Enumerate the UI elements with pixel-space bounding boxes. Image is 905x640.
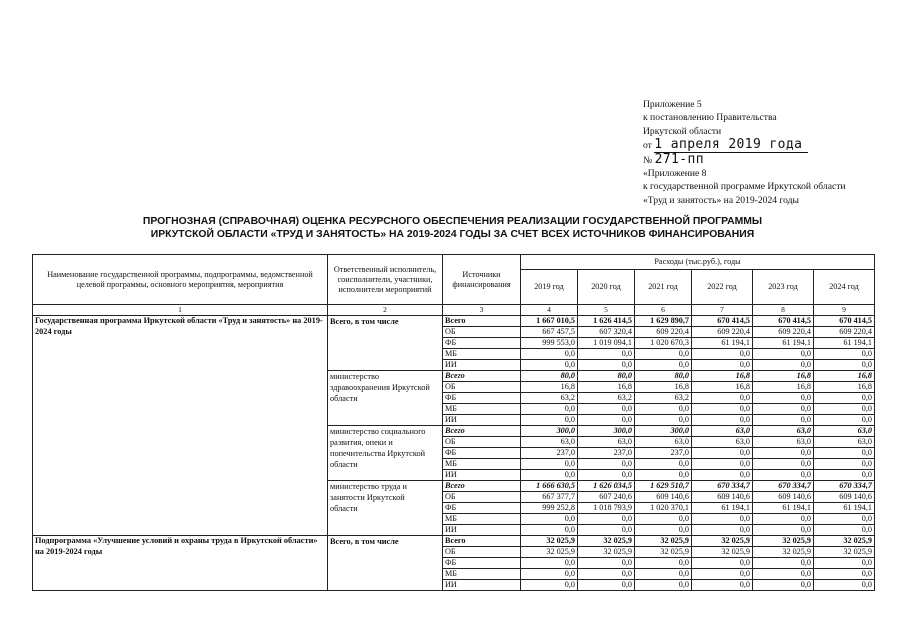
value-cell: 0,0 <box>814 360 875 371</box>
value-cell: 667 377,7 <box>521 492 578 503</box>
value-cell: 0,0 <box>578 470 635 481</box>
executor-cell <box>328 426 443 481</box>
value-cell: 0,0 <box>635 349 692 360</box>
subprogram-name: Подпрограмма «Улучшение условий и охраны труда в Иркутской области» на 2019-2024 годы <box>33 536 328 591</box>
annex-number-prefix: № <box>643 154 653 166</box>
value-cell: 1 626 414,5 <box>578 316 635 327</box>
value-cell: 63,0 <box>753 426 814 437</box>
value-cell: 61 194,1 <box>692 338 753 349</box>
header-executor: Ответственный исполнитель, соисполнители, участники, исполнители мероприятий <box>328 255 443 305</box>
document-title <box>0 215 905 241</box>
value-cell: 16,8 <box>753 371 814 382</box>
value-cell: 0,0 <box>521 569 578 580</box>
executor-line: области <box>330 394 358 403</box>
value-cell: 63,0 <box>814 437 875 448</box>
value-cell: 999 252,8 <box>521 503 578 514</box>
value-cell: 670 334,7 <box>753 481 814 492</box>
value-cell: 670 334,7 <box>814 481 875 492</box>
header-expenses: Расходы (тыс.руб.), годы <box>521 255 875 270</box>
value-cell: 670 414,5 <box>753 316 814 327</box>
value-cell: 0,0 <box>521 415 578 426</box>
value-cell: 0,0 <box>692 558 753 569</box>
value-cell: 0,0 <box>521 558 578 569</box>
value-cell: 16,8 <box>635 382 692 393</box>
value-cell: 32 025,9 <box>521 547 578 558</box>
value-cell: 0,0 <box>814 569 875 580</box>
value-cell: 16,8 <box>814 371 875 382</box>
value-cell: 0,0 <box>521 404 578 415</box>
executor-line: министерство <box>330 372 380 381</box>
annex-line: к постановлению Правительства <box>643 112 777 124</box>
source-cell: ИИ <box>443 470 521 481</box>
value-cell: 16,8 <box>814 382 875 393</box>
source-cell: Всего <box>443 426 521 437</box>
value-cell: 0,0 <box>635 569 692 580</box>
value-cell: 0,0 <box>814 404 875 415</box>
value-cell: 63,0 <box>521 437 578 448</box>
value-cell: 1 019 094,1 <box>578 338 635 349</box>
source-cell: Всего <box>443 316 521 327</box>
value-cell: 80,0 <box>521 371 578 382</box>
value-cell: 32 025,9 <box>814 536 875 547</box>
source-cell: ОБ <box>443 327 521 338</box>
value-cell: 0,0 <box>635 360 692 371</box>
value-cell: 670 334,7 <box>692 481 753 492</box>
value-cell: 1 629 510,7 <box>635 481 692 492</box>
source-cell: МБ <box>443 404 521 415</box>
source-cell: ФБ <box>443 558 521 569</box>
value-cell: 0,0 <box>635 470 692 481</box>
value-cell: 300,0 <box>635 426 692 437</box>
source-cell: ФБ <box>443 393 521 404</box>
executor-line: занятости Иркутской <box>330 493 405 502</box>
value-cell: 32 025,9 <box>814 547 875 558</box>
value-cell: 0,0 <box>753 558 814 569</box>
value-cell: 300,0 <box>521 426 578 437</box>
header-column-number: 4 <box>521 305 578 316</box>
annex-block <box>643 98 846 207</box>
executor-line: области <box>330 460 358 469</box>
value-cell: 300,0 <box>578 426 635 437</box>
value-cell: 1 018 793,9 <box>578 503 635 514</box>
header-column-number: 1 <box>33 305 328 316</box>
value-cell: 61 194,1 <box>753 503 814 514</box>
value-cell: 61 194,1 <box>753 338 814 349</box>
annex-date-line <box>643 138 846 152</box>
value-cell: 609 140,6 <box>635 492 692 503</box>
value-cell: 609 220,4 <box>753 327 814 338</box>
program-name: Государственная программа Иркутской области «Труд и занятость» на 2019-2024 годы <box>33 316 328 536</box>
value-cell: 0,0 <box>692 569 753 580</box>
value-cell: 609 220,4 <box>692 327 753 338</box>
value-cell: 63,2 <box>578 393 635 404</box>
value-cell: 0,0 <box>578 349 635 360</box>
annex-line: Приложение 5 <box>643 99 702 110</box>
value-cell: 1 667 010,5 <box>521 316 578 327</box>
annex-from-prefix: от <box>643 140 652 152</box>
value-cell: 0,0 <box>521 580 578 591</box>
table-row <box>33 316 875 327</box>
value-cell: 0,0 <box>753 514 814 525</box>
value-cell: 670 414,5 <box>814 316 875 327</box>
value-cell: 0,0 <box>814 459 875 470</box>
value-cell: 16,8 <box>692 371 753 382</box>
value-cell: 63,0 <box>692 437 753 448</box>
value-cell: 63,2 <box>521 393 578 404</box>
header-name: Наименование государственной программы, подпрограммы, ведомственной целевой программы, основного мероприятия, мероприятия <box>33 255 328 305</box>
value-cell: 32 025,9 <box>753 547 814 558</box>
value-cell: 61 194,1 <box>814 503 875 514</box>
value-cell: 61 194,1 <box>814 338 875 349</box>
source-cell: ФБ <box>443 503 521 514</box>
value-cell: 0,0 <box>753 360 814 371</box>
source-cell: ОБ <box>443 382 521 393</box>
value-cell: 0,0 <box>692 459 753 470</box>
value-cell: 0,0 <box>578 580 635 591</box>
source-cell: МБ <box>443 569 521 580</box>
value-cell: 0,0 <box>521 349 578 360</box>
value-cell: 32 025,9 <box>753 536 814 547</box>
source-cell: ИИ <box>443 525 521 536</box>
value-cell: 999 553,0 <box>521 338 578 349</box>
value-cell: 0,0 <box>578 514 635 525</box>
value-cell: 0,0 <box>578 459 635 470</box>
annex-line: Иркутской области <box>643 125 722 137</box>
executor-cell <box>328 371 443 426</box>
value-cell: 32 025,9 <box>578 547 635 558</box>
value-cell: 80,0 <box>578 371 635 382</box>
value-cell: 0,0 <box>753 525 814 536</box>
value-cell: 0,0 <box>814 514 875 525</box>
source-cell: ОБ <box>443 437 521 448</box>
value-cell: 16,8 <box>578 382 635 393</box>
value-cell: 32 025,9 <box>692 547 753 558</box>
document-title-line: ПРОГНОЗНАЯ (СПРАВОЧНАЯ) ОЦЕНКА РЕСУРСНОГО ОБЕСПЕЧЕНИЯ РЕАЛИЗАЦИИ ГОСУДАРСТВЕННОЙ ПРОГРАММЫ <box>142 216 763 227</box>
value-cell: 0,0 <box>814 580 875 591</box>
value-cell: 0,0 <box>635 558 692 569</box>
value-cell: 609 140,6 <box>753 492 814 503</box>
header-source: Источники финансирования <box>443 255 521 305</box>
value-cell: 0,0 <box>521 459 578 470</box>
source-cell: МБ <box>443 349 521 360</box>
value-cell: 0,0 <box>521 470 578 481</box>
value-cell: 0,0 <box>692 514 753 525</box>
value-cell: 0,0 <box>635 404 692 415</box>
value-cell: 0,0 <box>578 569 635 580</box>
value-cell: 0,0 <box>692 415 753 426</box>
executor-line: здравоохранения Иркутской <box>330 383 430 392</box>
header-year: 2019 год <box>521 270 578 305</box>
header-column-number: 6 <box>635 305 692 316</box>
value-cell: 607 240,6 <box>578 492 635 503</box>
value-cell: 16,8 <box>692 382 753 393</box>
value-cell: 0,0 <box>635 580 692 591</box>
value-cell: 32 025,9 <box>635 536 692 547</box>
source-cell: МБ <box>443 514 521 525</box>
source-cell: Всего <box>443 536 521 547</box>
value-cell: 609 140,6 <box>814 492 875 503</box>
header-column-number: 2 <box>328 305 443 316</box>
value-cell: 32 025,9 <box>692 536 753 547</box>
value-cell: 0,0 <box>814 349 875 360</box>
value-cell: 63,0 <box>692 426 753 437</box>
value-cell: 61 194,1 <box>692 503 753 514</box>
executor-line: министерство труда и <box>330 482 407 491</box>
executor-cell: Всего, в том числе <box>328 536 443 591</box>
source-cell: ФБ <box>443 448 521 459</box>
value-cell: 609 220,4 <box>814 327 875 338</box>
value-cell: 0,0 <box>753 415 814 426</box>
value-cell: 0,0 <box>635 459 692 470</box>
value-cell: 0,0 <box>521 525 578 536</box>
header-year: 2024 год <box>814 270 875 305</box>
table-row <box>33 536 875 547</box>
value-cell: 609 140,6 <box>692 492 753 503</box>
value-cell: 0,0 <box>753 349 814 360</box>
value-cell: 0,0 <box>814 470 875 481</box>
executor-line: развития, опеки и <box>330 438 393 447</box>
value-cell: 0,0 <box>814 558 875 569</box>
value-cell: 0,0 <box>814 393 875 404</box>
source-cell: МБ <box>443 459 521 470</box>
value-cell: 0,0 <box>753 448 814 459</box>
value-cell: 607 320,4 <box>578 327 635 338</box>
header-year: 2021 год <box>635 270 692 305</box>
value-cell: 0,0 <box>753 459 814 470</box>
source-cell: Всего <box>443 481 521 492</box>
value-cell: 237,0 <box>635 448 692 459</box>
value-cell: 1 629 890,7 <box>635 316 692 327</box>
value-cell: 0,0 <box>753 404 814 415</box>
source-cell: ФБ <box>443 338 521 349</box>
source-cell: Всего <box>443 371 521 382</box>
value-cell: 0,0 <box>578 558 635 569</box>
value-cell: 0,0 <box>692 448 753 459</box>
executor-line: области <box>330 504 358 513</box>
header-column-number: 3 <box>443 305 521 316</box>
annex-line: к государственной программе Иркутской области <box>643 181 846 193</box>
value-cell: 0,0 <box>521 360 578 371</box>
value-cell: 0,0 <box>578 404 635 415</box>
value-cell: 0,0 <box>578 525 635 536</box>
value-cell: 0,0 <box>692 393 753 404</box>
value-cell: 0,0 <box>692 360 753 371</box>
resource-table <box>32 254 875 591</box>
value-cell: 32 025,9 <box>635 547 692 558</box>
value-cell: 16,8 <box>753 382 814 393</box>
header-year: 2023 год <box>753 270 814 305</box>
value-cell: 1 666 630,5 <box>521 481 578 492</box>
value-cell: 0,0 <box>635 415 692 426</box>
header-column-number: 5 <box>578 305 635 316</box>
source-cell: ИИ <box>443 360 521 371</box>
source-cell: ИИ <box>443 415 521 426</box>
value-cell: 0,0 <box>692 525 753 536</box>
value-cell: 667 457,5 <box>521 327 578 338</box>
header-year: 2020 год <box>578 270 635 305</box>
value-cell: 16,8 <box>521 382 578 393</box>
value-cell: 0,0 <box>753 569 814 580</box>
value-cell: 1 626 034,5 <box>578 481 635 492</box>
value-cell: 63,2 <box>635 393 692 404</box>
value-cell: 63,0 <box>578 437 635 448</box>
value-cell: 0,0 <box>635 514 692 525</box>
value-cell: 0,0 <box>692 349 753 360</box>
value-cell: 0,0 <box>814 448 875 459</box>
value-cell: 1 020 670,3 <box>635 338 692 349</box>
value-cell: 0,0 <box>814 415 875 426</box>
value-cell: 0,0 <box>753 580 814 591</box>
value-cell: 0,0 <box>692 404 753 415</box>
value-cell: 1 020 370,1 <box>635 503 692 514</box>
header-column-number: 7 <box>692 305 753 316</box>
value-cell: 0,0 <box>753 393 814 404</box>
value-cell: 0,0 <box>635 525 692 536</box>
value-cell: 0,0 <box>578 415 635 426</box>
value-cell: 32 025,9 <box>578 536 635 547</box>
value-cell: 237,0 <box>578 448 635 459</box>
value-cell: 63,0 <box>814 426 875 437</box>
annex-date: 1 апреля 2019 года <box>654 138 808 152</box>
executor-cell <box>328 481 443 536</box>
annex-number-line <box>643 153 846 167</box>
executor-line: попечительства Иркутской <box>330 449 426 458</box>
source-cell: ОБ <box>443 547 521 558</box>
header-year: 2022 год <box>692 270 753 305</box>
executor-line: министерство социального <box>330 427 426 436</box>
header-column-number: 8 <box>753 305 814 316</box>
value-cell: 0,0 <box>753 470 814 481</box>
value-cell: 237,0 <box>521 448 578 459</box>
header-column-number: 9 <box>814 305 875 316</box>
value-cell: 80,0 <box>635 371 692 382</box>
value-cell: 0,0 <box>578 360 635 371</box>
value-cell: 0,0 <box>692 470 753 481</box>
value-cell: 609 220,4 <box>635 327 692 338</box>
source-cell: ИИ <box>443 580 521 591</box>
value-cell: 32 025,9 <box>521 536 578 547</box>
value-cell: 63,0 <box>753 437 814 448</box>
value-cell: 0,0 <box>814 525 875 536</box>
annex-line: «Приложение 8 <box>643 168 707 180</box>
value-cell: 0,0 <box>692 580 753 591</box>
document-title-line: ИРКУТСКОЙ ОБЛАСТИ «ТРУД И ЗАНЯТОСТЬ» НА 2019-2024 ГОДЫ ЗА СЧЕТ ВСЕХ ИСТОЧНИКОВ ФИНАНСИРОВАНИЯ <box>150 229 755 240</box>
annex-number: 271-пп <box>654 151 704 167</box>
value-cell: 0,0 <box>521 514 578 525</box>
source-cell: ОБ <box>443 492 521 503</box>
value-cell: 63,0 <box>635 437 692 448</box>
annex-line: «Труд и занятость» на 2019-2024 годы <box>643 194 799 206</box>
value-cell: 670 414,5 <box>692 316 753 327</box>
executor-cell: Всего, в том числе <box>328 316 443 371</box>
